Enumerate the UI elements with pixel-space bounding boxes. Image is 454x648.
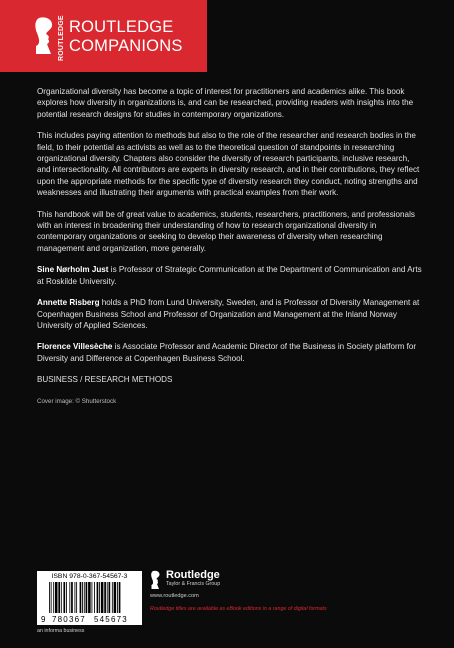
author-name: Florence Villesèche <box>37 342 113 352</box>
publisher-url[interactable]: www.routledge.com <box>150 593 199 599</box>
barcode-digits-right: 545673 <box>94 615 128 623</box>
author-bio <box>37 341 422 364</box>
author-bio <box>37 264 422 287</box>
description-paragraph: This handbook will be of great value to academics, students, researchers, practitioners, and professionals with an interest in broadening their understanding of how to research organizational diversity in contemporary organizations or seeking to develop their awareness of diversity when researching management and organization, more generally. <box>37 209 415 253</box>
author-bio-text: holds a PhD from Lund University, Sweden, and is Professor of Diversity Management at Copenhagen Business School and Professor of Organization and Management at the Inland Norway University of Applied Sciences. <box>37 298 420 330</box>
description-paragraph: This includes paying attention to methods but also to the role of the researcher and research bodies in the field, to their potential as activists as well as to the theoretical question of standpoints in researching organizational diversity. Chapters also consider the diversity of research participants, inclusive research, and intersectionality. All contributors are experts in diversity research, and in their contributions, they reflect upon the appropriate methods for the specific type of diversity research they conduct, noting strengths and weaknesses and illustrating their arguments with practical examples from their work. <box>37 131 420 198</box>
description-paragraph: Organizational diversity has become a topic of interest for practitioners and academics alike. This book explores how diversity in organizations is, and can be researched, providing readers with insights into the potential research designs for studies in contemporary organizations. <box>37 87 414 119</box>
author-bio <box>37 297 422 331</box>
series-name-line1: ROUTLEDGE <box>69 18 174 36</box>
barcode-digit-lead: 9 <box>41 615 46 623</box>
routledge-companions-banner <box>0 0 207 72</box>
subject-category: BUSINESS / RESEARCH METHODS <box>37 375 173 385</box>
routledge-profile-logo-icon <box>33 16 57 56</box>
back-cover-text <box>37 86 422 417</box>
isbn-barcode <box>37 571 142 625</box>
author-name: Sine Nørholm Just <box>37 265 109 275</box>
informa-note: an informa business <box>37 628 85 634</box>
routledge-publisher-logo-icon <box>150 570 162 590</box>
author-bio-text: is Professor of Strategic Communication at the Department of Communication and Arts at Roskilde University. <box>37 265 422 286</box>
cover-image-credit: Cover image: © Shutterstock <box>37 397 117 405</box>
isbn-label: ISBN 978-0-367-54567-3 <box>51 573 128 580</box>
barcode-digits-left: 780367 <box>52 615 86 623</box>
series-name-line2: COMPANIONS <box>69 37 183 55</box>
publisher-name: Routledge <box>166 569 220 581</box>
author-bio-text: is Associate Professor and Academic Director of the Business in Society platform for Diversity and Difference at Copenhagen Business School. <box>37 342 417 363</box>
barcode-graphic <box>41 582 138 623</box>
publisher-group: Taylor & Francis Group <box>166 581 221 587</box>
author-name: Annette Risberg <box>37 298 100 308</box>
ebook-availability-note: Routledge titles are available as eBook editions in a range of digital formats <box>150 606 327 612</box>
routledge-vertical-wordmark: ROUTLEDGE <box>58 15 65 61</box>
